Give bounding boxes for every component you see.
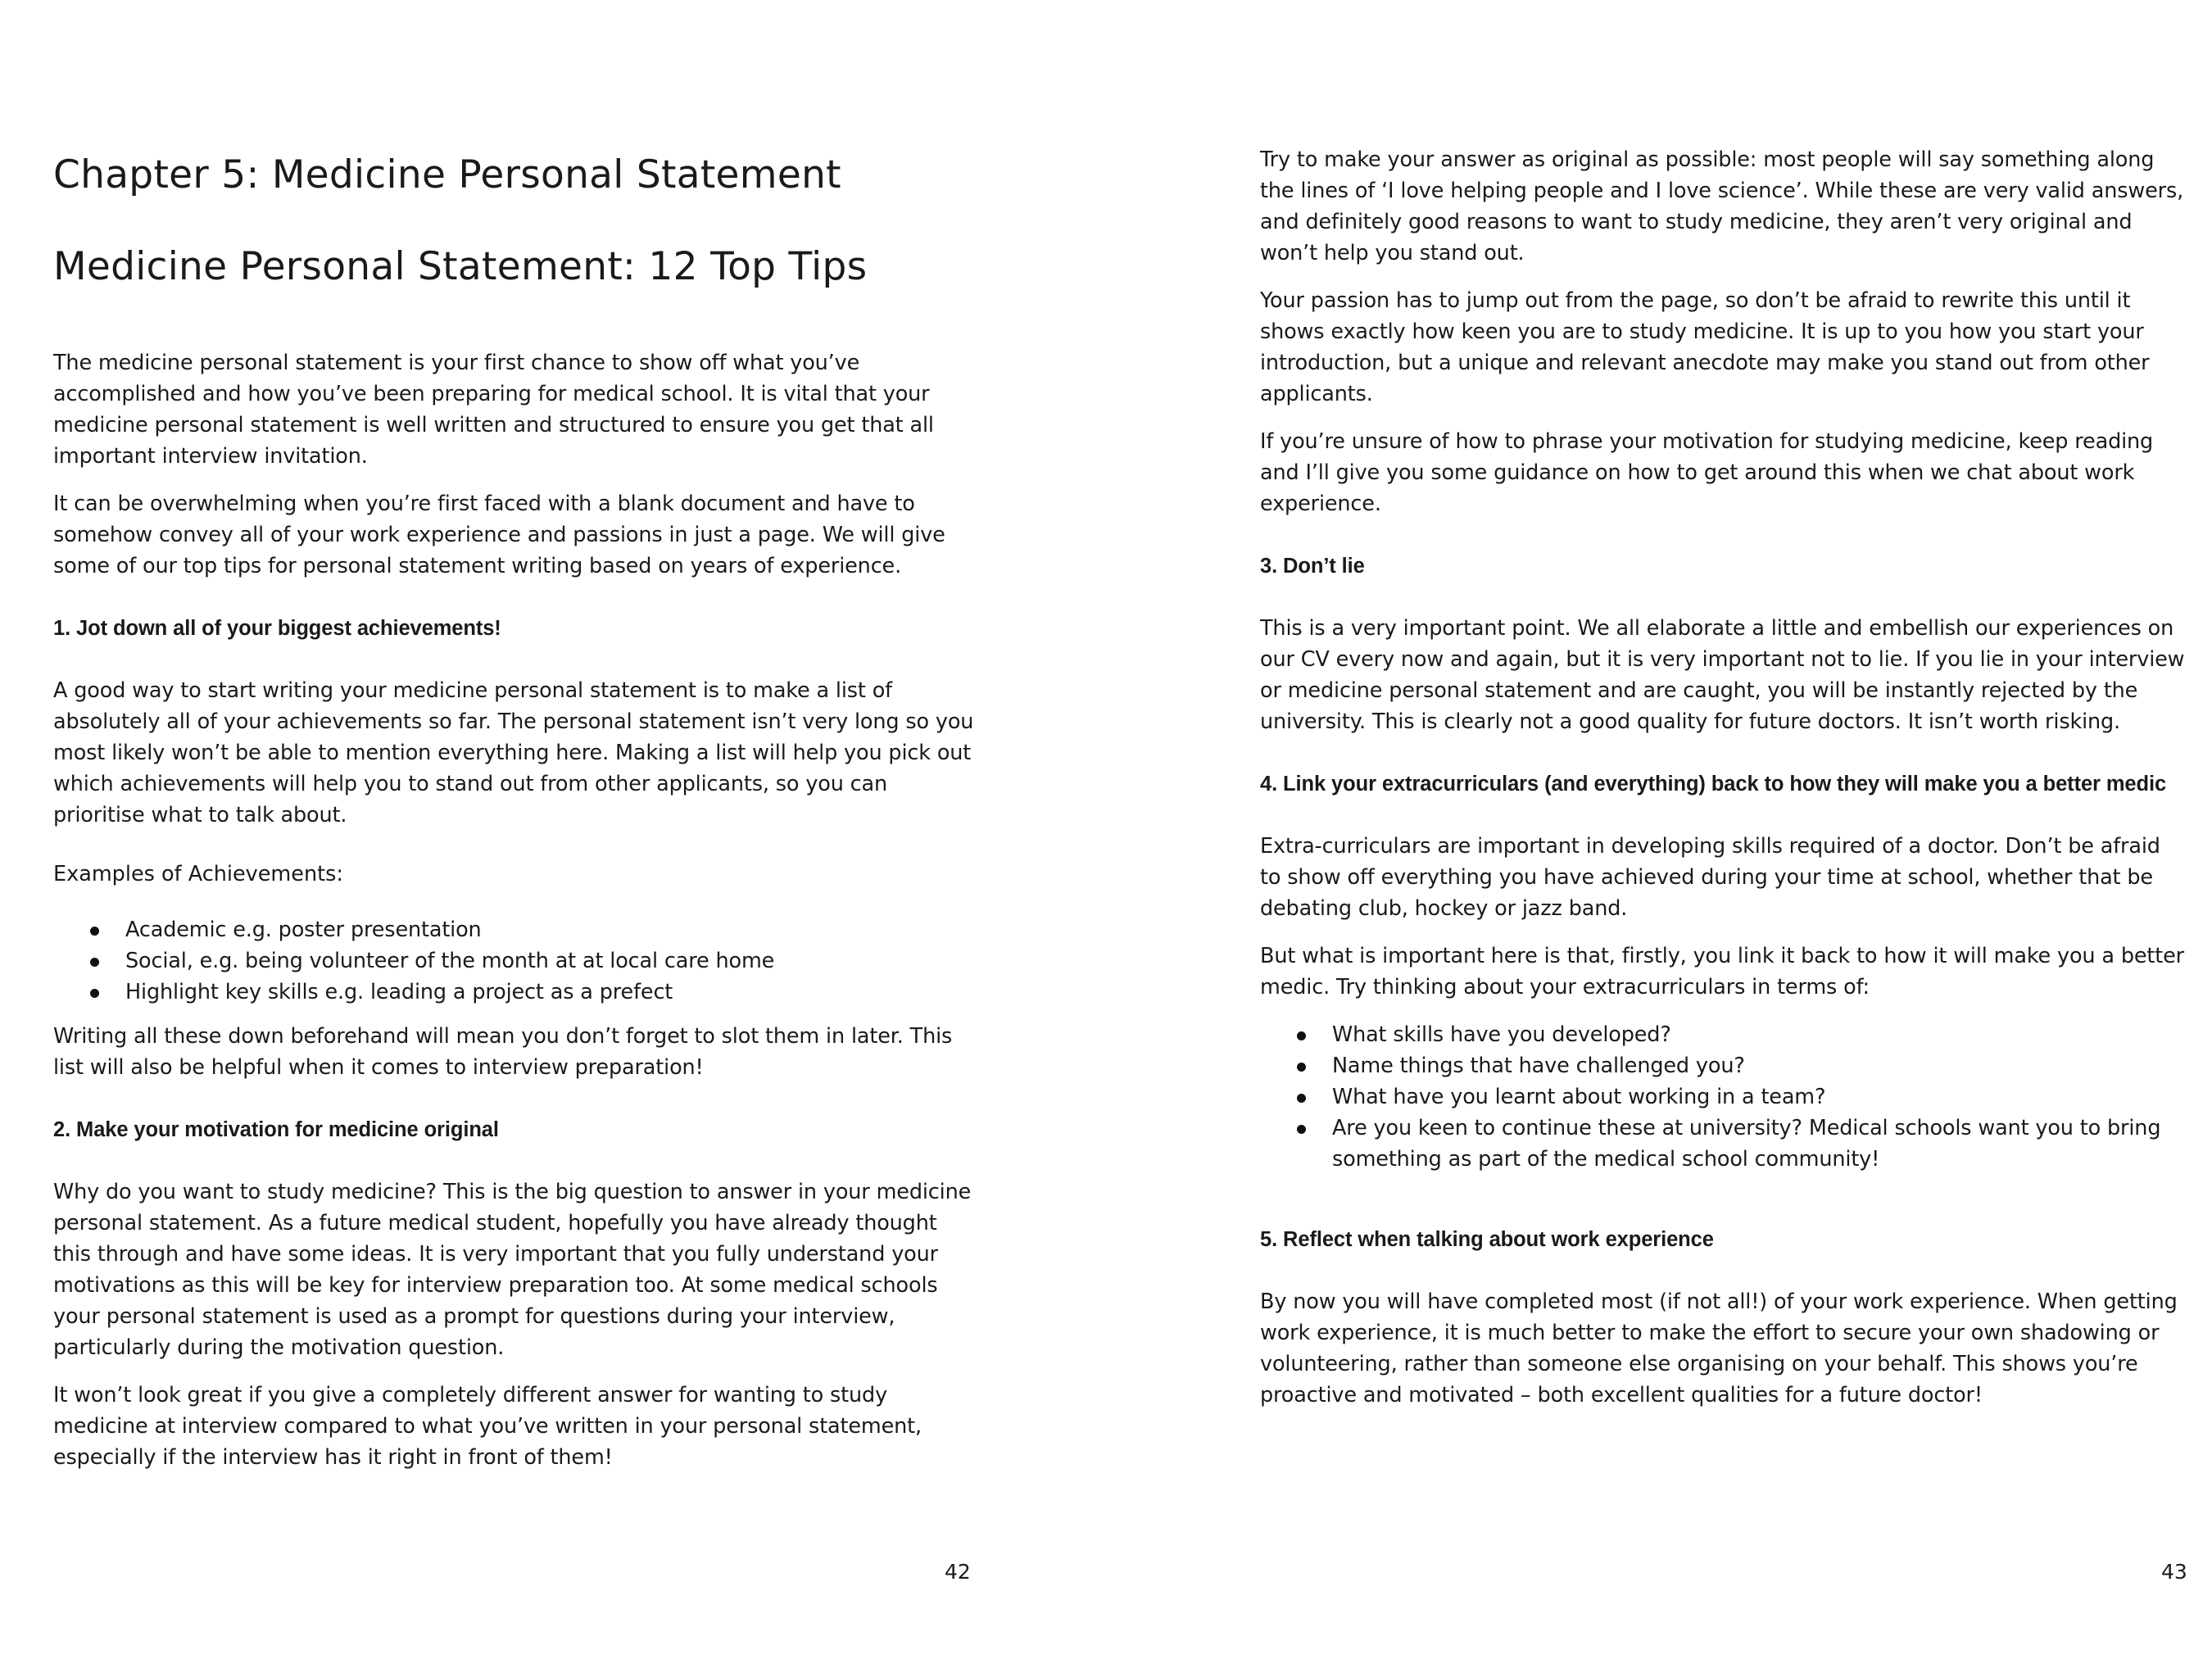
tip-2-continued-paragraph-1: Try to make your answer as original as possible: most people will say something along the lines of ‘I love helping people and I love science’. While these are very valid answers, and definitely good reasons to want to study medicine, they aren’t very original and won’t help you stand out. — [1260, 147, 2184, 265]
achievements-list — [53, 914, 979, 1008]
bullet-icon — [1297, 1063, 1306, 1072]
list-item — [1260, 1019, 2186, 1050]
extracurricular-questions-list — [1260, 1019, 2186, 1175]
tip-3-paragraph: This is a very important point. We all elaborate a little and embellish our experiences on our CV every now and again, but it is very important not to lie. If you lie in your interview or medicine personal statement and are caught, you will be instantly rejected by the university. This is clearly not a good quality for future doctors. It isn’t worth risking. — [1260, 616, 2185, 734]
right-page — [1106, 0, 2212, 1659]
list-item-text: What have you learnt about working in a team? — [1332, 1085, 1826, 1109]
tip-1-heading: 1. Jot down all of your biggest achievements! — [53, 617, 501, 640]
bullet-icon — [90, 927, 99, 936]
tip-1-closing: Writing all these down beforehand will mean you don’t forget to slot them in later. This list will also be helpful when it comes to interview preparation! — [53, 1024, 953, 1080]
list-item — [1260, 1113, 2186, 1175]
examples-label: Examples of Achievements: — [53, 862, 343, 886]
chapter-title: Chapter 5: Medicine Personal Statement — [53, 152, 841, 197]
tip-2-continued-paragraph-3: If you’re unsure of how to phrase your motivation for studying medicine, keep reading and I’ll give you some guidance on how to get around this when we chat about work experience. — [1260, 429, 2154, 516]
tip-3-heading: 3. Don’t lie — [1260, 555, 1365, 578]
bullet-icon — [1297, 1125, 1306, 1134]
list-item-text: Name things that have challenged you? — [1332, 1054, 1745, 1078]
left-page-content — [53, 141, 979, 1489]
tip-2-continued-paragraph-2: Your passion has to jump out from the page, so don’t be afraid to rewrite this until it shows exactly how keen you are to study medicine. It is up to you how you start your introduction, but a unique and relevant anecdote may make you stand out from other applicants. — [1260, 288, 2150, 406]
list-item-text: Social, e.g. being volunteer of the month at at local care home — [125, 949, 775, 973]
list-item-text: What skills have you developed? — [1332, 1022, 1671, 1047]
list-item — [53, 945, 979, 977]
intro-paragraph-1: The medicine personal statement is your first chance to show off what you’ve accomplished and how you’ve been preparing for medical school. It is vital that your medicine personal statement is well written and structured to ensure you get that all important interview invitation. — [53, 351, 934, 469]
tip-2-paragraph-1: Why do you want to study medicine? This is the big question to answer in your medicine personal statement. As a future medical student, hopefully you have already thought this through and have some ideas. It is very important that you fully understand your motivations as this will be key for interview preparation too. At some medical schools your personal statement is used as a prompt for questions during your interview, particularly during the motivation question. — [53, 1180, 972, 1360]
list-item — [53, 914, 979, 945]
tip-2-paragraph-2: It won’t look great if you give a completely different answer for wanting to study medicine at interview compared to what you’ve written in your personal statement, especially if the interview has it right in front of them! — [53, 1383, 922, 1470]
tip-5-paragraph: By now you will have completed most (if not all!) of your work experience. When getting work experience, it is much better to make the effort to secure your own shadowing or volunteering, rather than someone else organising on your behalf. This shows you’re proactive and motivated – both excellent qualities for a future doctor! — [1260, 1290, 2178, 1407]
right-page-content — [1260, 144, 2186, 1427]
tip-4-heading: 4. Link your extracurriculars (and everything) back to how they will make you a better medic — [1260, 773, 2167, 796]
list-item — [1260, 1050, 2186, 1081]
intro-paragraph-2: It can be overwhelming when you’re first faced with a blank document and have to somehow convey all of your work experience and passions in just a page. We will give some of our top tips for personal statement writing based on years of experience. — [53, 492, 945, 578]
list-item — [1260, 1081, 2186, 1113]
bullet-icon — [1297, 1094, 1306, 1103]
list-item-text: Are you keen to continue these at university? Medical schools want you to bring something as part of the medical school community! — [1332, 1116, 2161, 1172]
list-item-text: Highlight key skills e.g. leading a project as a prefect — [125, 980, 673, 1004]
list-item-text: Academic e.g. poster presentation — [125, 918, 482, 942]
list-item — [53, 977, 979, 1008]
bullet-icon — [1297, 1031, 1306, 1040]
page-number: 43 — [2161, 1560, 2187, 1584]
bullet-icon — [90, 989, 99, 998]
tip-5-heading: 5. Reflect when talking about work experience — [1260, 1228, 1714, 1251]
page-number: 42 — [945, 1560, 971, 1584]
tip-2-heading: 2. Make your motivation for medicine original — [53, 1118, 499, 1141]
bullet-icon — [90, 958, 99, 967]
tip-4-paragraph-1: Extra-curriculars are important in developing skills required of a doctor. Don’t be afraid to show off everything you have achieved during your time at school, whether that be debating club, hockey or jazz band. — [1260, 834, 2160, 921]
tip-1-paragraph: A good way to start writing your medicine personal statement is to make a list of absolutely all of your achievements so far. The personal statement isn’t very long so you most likely won’t be able to mention everything here. Making a list will help you pick out which achievements will help you to stand out from other applicants, so you can prioritise what to talk about. — [53, 678, 974, 827]
article-title: Medicine Personal Statement: 12 Top Tips — [53, 244, 868, 289]
tip-4-paragraph-2: But what is important here is that, firstly, you link it back to how it will make you a better medic. Try thinking about your extracurriculars in terms of: — [1260, 944, 2184, 999]
